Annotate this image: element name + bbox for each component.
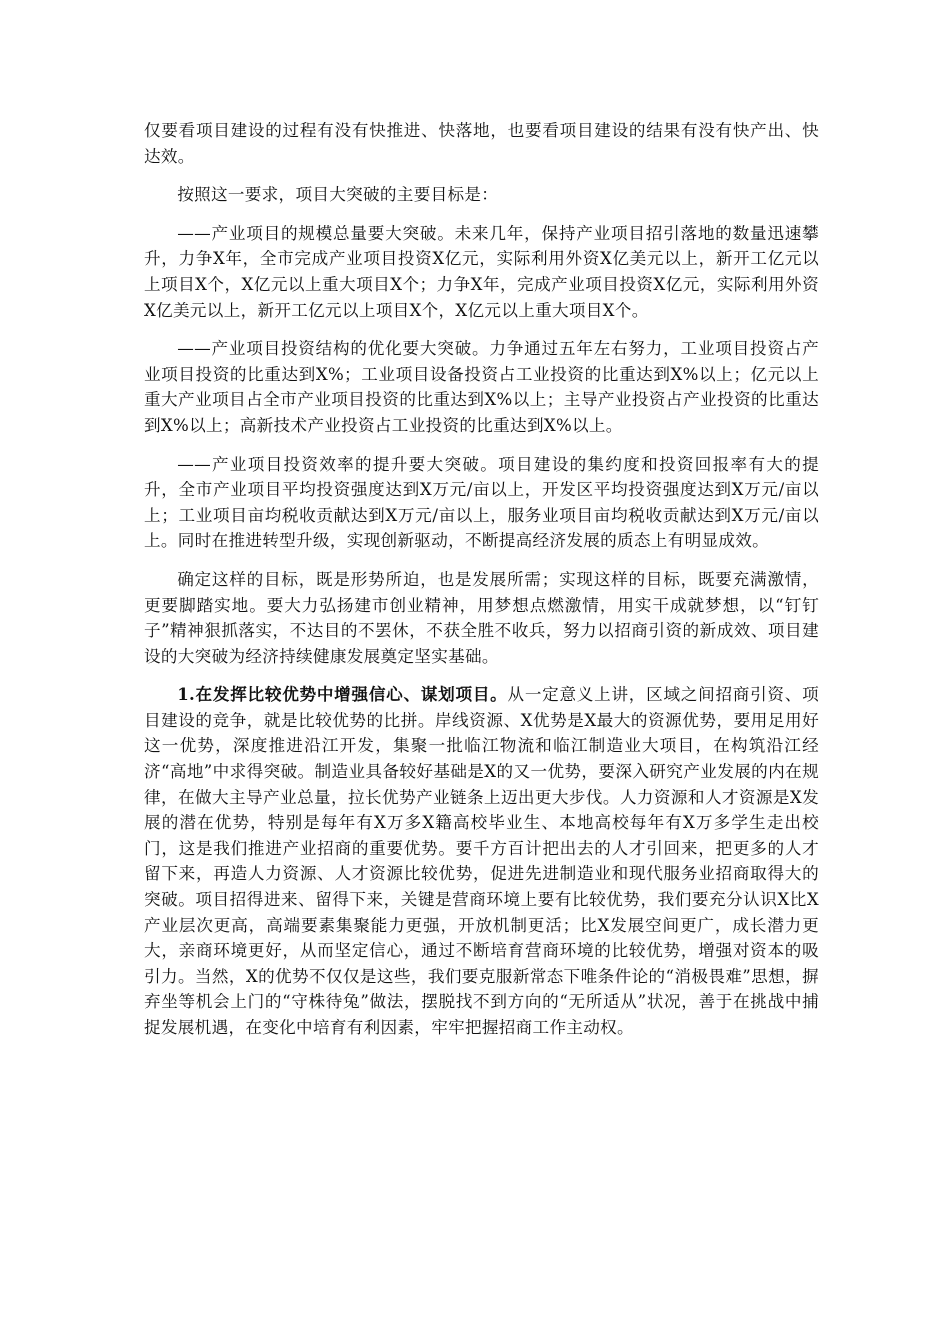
paragraph-continuation: 仅要看项目建设的过程有没有快推进、快落地，也要看项目建设的结果有没有快产出、快达效。 xyxy=(144,121,819,166)
section-1-body: 从一定意义上讲，区域之间招商引资、项目建设的竞争，就是比较优势的比拼。岸线资源、X优势是X最大的资源优势，要用足用好这一优势，深度推进沿江开发，集聚一批临江物流和临江制造业大项目，在构筑沿江经济“高地”中求得突破。制造业具备较好基础是X的又一优势，要深入研究产业发展的内在规律，在做大主导产业总量，拉长优势产业链条上迈出更大步伐。人力资源和人才资源是X发展的潜在优势，特别是每年有X万多X籍高校毕业生、本地高校每年有X万多学生走出校门，这是我们推进产业招商的重要优势。要千方百计把出去的人才引回来，把更多的人才留下来，再造人力资源、人才资源比较优势，促进先进制造业和现代服务业招商取得大的突破。项目招得进来、留得下来，关键是营商环境上要有比较优势，我们要充分认识X比X产业层次更高，高端要素集聚能力更强，开放机制更活；比X发展空间更广，成长潜力更大，亲商环境更好，从而坚定信心，通过不断培育营商环境的比较优势，增强对资本的吸引力。当然，X的优势不仅仅是这些，我们要克服新常态下唯条件论的“消极畏难”思想，摒弃坐等机会上门的“守株待兔”做法，摆脱找不到方向的“无所适从”状况，善于在挑战中捕捉发展机遇，在变化中培育有利因素，牢牢把握招商工作主动权。 xyxy=(144,685,819,1037)
paragraph-goals-intro: 按照这一要求，项目大突破的主要目标是： xyxy=(177,185,499,205)
paragraph-efficiency-breakthrough: ——产业项目投资效率的提升要大突破。项目建设的集约度和投资回报率有大的提升，全市产业项目平均投资强度达到X万元/亩以上，开发区平均投资强度达到X万元/亩以上；工业项目亩均税收贡献达到X万元/亩以上，服务业项目亩均税收贡献达到X万元/亩以上。同时在推进转型升级，实现创新驱动，不断提高经济发展的质态上有明显成效。 xyxy=(144,454,819,551)
paragraph-section-1 xyxy=(144,682,819,1040)
document-page xyxy=(144,118,819,1054)
paragraph-structure-breakthrough: ——产业项目投资结构的优化要大突破。力争通过五年左右努力，工业项目投资占产业项目投资的比重达到X%；工业项目设备投资占工业投资的比重达到X%以上；亿元以上重大产业项目占全市产业项目投资的比重达到X%以上；主导产业投资占产业投资的比重达到X%以上；高新技术产业投资占工业投资的比重达到X%以上。 xyxy=(144,339,819,435)
section-1-heading: 1.在发挥比较优势中增强信心、谋划项目。 xyxy=(177,684,508,705)
paragraph-scale-breakthrough: ——产业项目的规模总量要大突破。未来几年，保持产业项目招引落地的数量迅速攀升，力争X年，全市完成产业项目投资X亿元，实际利用外资X亿美元以上，新开工亿元以上项目X个，X亿元以上重大项目X个；力争X年，完成产业项目投资X亿元，实际利用外资X亿美元以上，新开工亿元以上项目X个，X亿元以上重大项目X个。 xyxy=(144,223,819,320)
paragraph-goal-summary: 确定这样的目标，既是形势所迫，也是发展所需；实现这样的目标，既要充满激情，更要脚踏实地。要大力弘扬建市创业精神，用梦想点燃激情，用实干成就梦想，以“钉钉子”精神狠抓落实，不达目的不罢休，不获全胜不收兵，努力以招商引资的新成效、项目建设的大突破为经济持续健康发展奠定坚实基础。 xyxy=(144,569,819,666)
